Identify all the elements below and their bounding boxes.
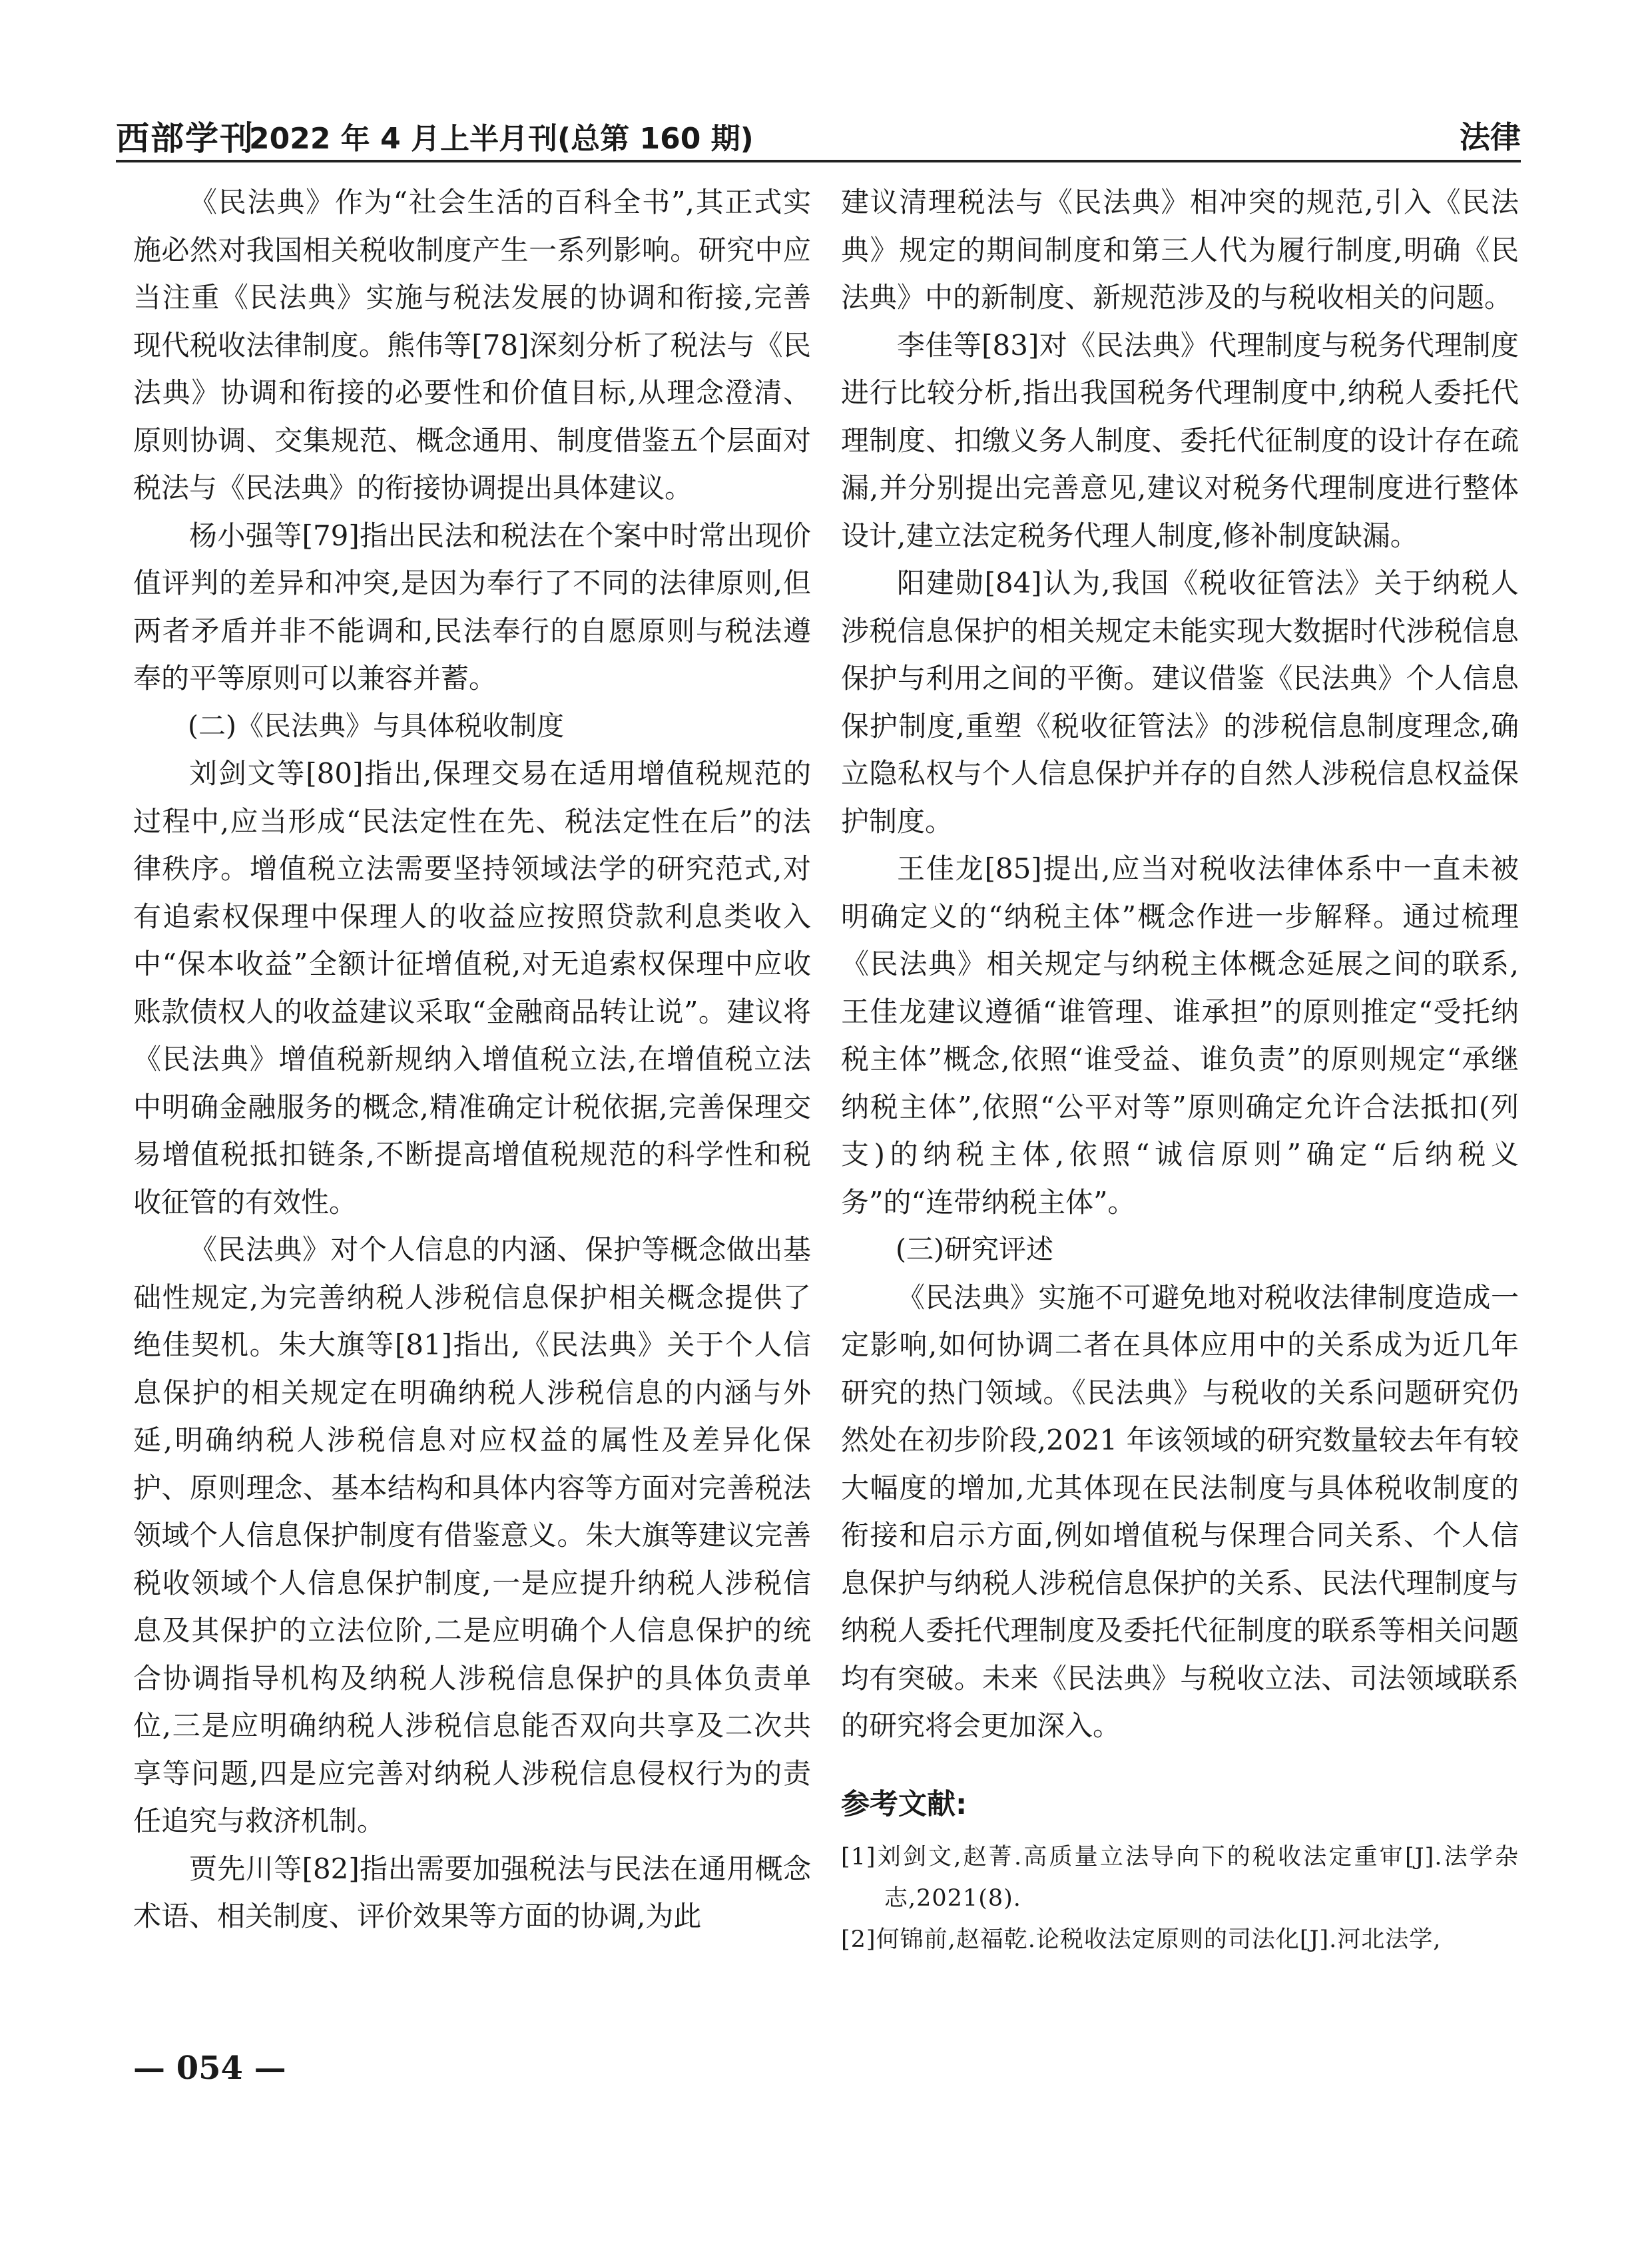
references-heading: 参考文献: [841, 1787, 967, 1821]
left-column [133, 178, 811, 1940]
paragraph: 建议清理税法与《民法典》相冲突的规范,引入《民法典》规定的期间制度和第三人代为履行制度,明确《民法典》中的新制度、新规范涉及的与税收相关的问题。 [841, 186, 1519, 314]
right-column [841, 178, 1519, 1960]
paragraph: 李佳等[83]对《民法典》代理制度与税务代理制度进行比较分析,指出我国税务代理制度中,纳税人委托代理制度、扣缴义务人制度、委托代征制度的设计存在疏漏,并分别提出完善意见,建议对税务代理制度进行整体设计,建立法定税务代理人制度,修补制度缺漏。 [841, 328, 1519, 552]
paragraph: 杨小强等[79]指出民法和税法在个案中时常出现价值评判的差异和冲突,是因为奉行了不同的法律原则,但两者矛盾并非不能调和,民法奉行的自愿原则与税法遵奉的平等原则可以兼容并蓄。 [133, 519, 811, 695]
page-number: — 054 — [133, 2050, 286, 2087]
reference-item: [1]刘剑文,赵菁.高质量立法导向下的税收法定重审[J].法学杂志,2021(8). [841, 1843, 1519, 1912]
section-heading: (二)《民法典》与具体税收制度 [188, 709, 564, 742]
references-list [841, 1836, 1519, 1960]
running-header [116, 107, 1521, 160]
paragraph: 阳建勋[84]认为,我国《税收征管法》关于纳税人涉税信息保护的相关规定未能实现大数据时代涉税信息保护与利用之间的平衡。建议借鉴《民法典》个人信息保护制度,重塑《税收征管法》的涉税信息制度理念,确立隐私权与个人信息保护并存的自然人涉税信息权益保护制度。 [841, 567, 1519, 838]
paragraph: 王佳龙[85]提出,应当对税收法律体系中一直未被明确定义的“纳税主体”概念作进一步解释。通过梳理《民法典》相关规定与纳税主体概念延展之间的联系,王佳龙建议遵循“谁管理、谁承担”的原则推定“受托纳税主体”概念,依照“谁受益、谁负责”的原则规定“承继纳税主体”,依照“公平对等”原则确定允许合法抵扣(列支)的纳税主体,依照“诚信原则”确定“后纳税义务”的“连带纳税主体”。 [841, 852, 1519, 1219]
paragraph: 《民法典》实施不可避免地对税收法律制度造成一定影响,如何协调二者在具体应用中的关系成为近几年研究的热门领域。《民法典》与税收的关系问题研究仍然处在初步阶段,2021 年该领域的研究数量较去年有较大幅度的增加,尤其体现在民法制度与具体税收制度的衔接和启示方面,例如增值税与保理合同关系、个人信息保护与纳税人涉税信息保护的关系、民法代理制度与纳税人委托代理制度及委托代征制度的联系等相关问题均有突破。未来《民法典》与税收立法、司法领域联系的研究将会更加深入。 [841, 1280, 1519, 1742]
issue-info: 2022 年 4 月上半月刊(总第 160 期) [249, 122, 754, 156]
paragraph: 刘剑文等[80]指出,保理交易在适用增值税规范的过程中,应当形成“民法定性在先、税法定性在后”的法律秩序。增值税立法需要坚持领域法学的研究范式,对有追索权保理中保理人的收益应按照贷款利息类收入中“保本收益”全额计征增值税,对无追索权保理中应收账款债权人的收益建议采取“金融商品转让说”。建议将《民法典》增值税新规纳入增值税立法,在增值税立法中明确金融服务的概念,精准确定计税依据,完善保理交易增值税抵扣链条,不断提高增值税规范的科学性和税收征管的有效性。 [133, 757, 811, 1219]
journal-logo: 西部学刊 [116, 119, 254, 158]
section-heading: (三)研究评述 [896, 1233, 1053, 1265]
reference-item: [2]何锦前,赵福乾.论税收法定原则的司法化[J].河北法学, [841, 1926, 1442, 1953]
paragraph: 《民法典》作为“社会生活的百科全书”,其正式实施必然对我国相关税收制度产生一系列影响。研究中应当注重《民法典》实施与税法发展的协调和衔接,完善现代税收法律制度。熊伟等[78]深刻分析了税法与《民法典》协调和衔接的必要性和价值目标,从理念澄清、原则协调、交集规范、概念通用、制度借鉴五个层面对税法与《民法典》的衔接协调提出具体建议。 [133, 186, 811, 504]
section-label: 法律 [1460, 119, 1521, 155]
paragraph: 《民法典》对个人信息的内涵、保护等概念做出基础性规定,为完善纳税人涉税信息保护相关概念提供了绝佳契机。朱大旗等[81]指出,《民法典》关于个人信息保护的相关规定在明确纳税人涉税信息的内涵与外延,明确纳税人涉税信息对应权益的属性及差异化保护、原则理念、基本结构和具体内容等方面对完善税法领域个人信息保护制度有借鉴意义。朱大旗等建议完善税收领域个人信息保护制度,一是应提升纳税人涉税信息及其保护的立法位阶,二是应明确个人信息保护的统合协调指导机构及纳税人涉税信息保护的具体负责单位,三是应明确纳税人涉税信息能否双向共享及二次共享等问题,四是应完善对纳税人涉税信息侵权行为的责任追究与救济机制。 [133, 1233, 811, 1837]
header-rule [116, 160, 1521, 162]
paragraph: 贾先川等[82]指出需要加强税法与民法在通用概念术语、相关制度、评价效果等方面的协调,为此 [133, 1852, 811, 1932]
